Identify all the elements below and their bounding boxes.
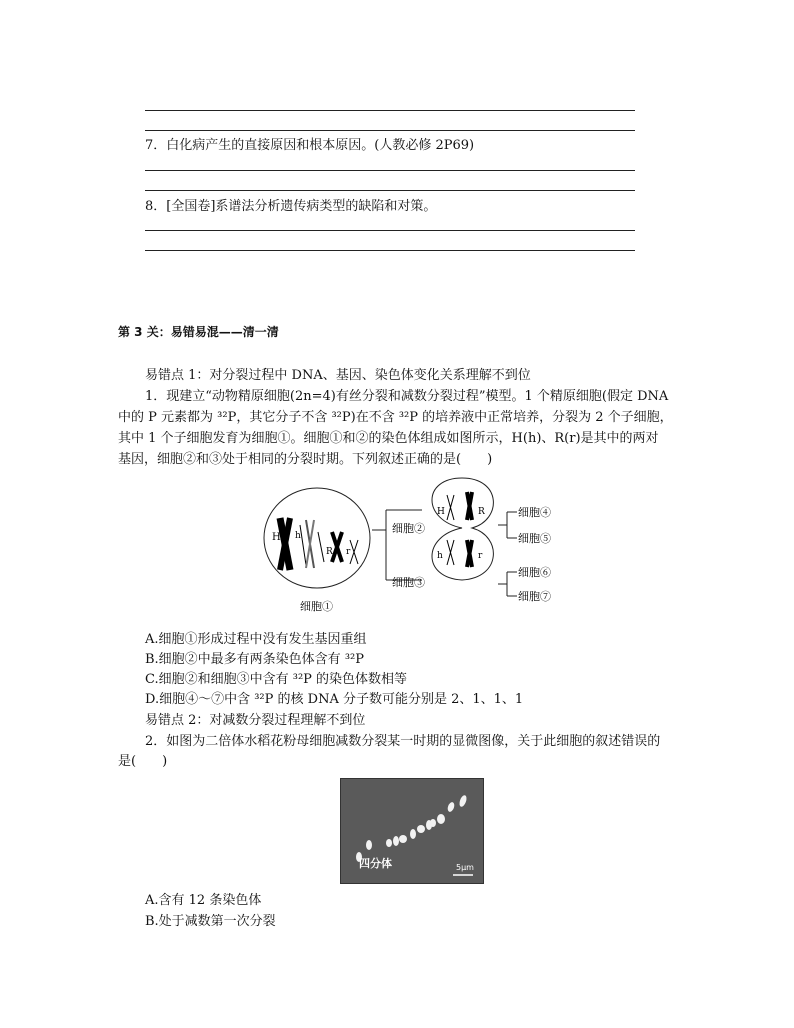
- cell6-label: 细胞⑥: [518, 566, 551, 579]
- label-H: H: [272, 532, 281, 543]
- cell2-label-r: r: [478, 551, 483, 561]
- error-point-2-heading: 易错点 2：对减数分裂过程理解不到位: [145, 713, 366, 728]
- q1-stem-line3: 其中 1 个子细胞发育为细胞①。细胞①和②的染色体组成如图所示，H(h)、R(r)是其中的两对: [118, 431, 659, 446]
- cell4-label: 细胞④: [518, 506, 551, 519]
- cell2-label-H: H: [437, 507, 445, 517]
- q1-option-b: B.细胞②中最多有两条染色体含有 ³²P: [145, 652, 364, 667]
- cell7-label: 细胞⑦: [518, 590, 551, 603]
- q2-option-b: B.处于减数第一次分裂: [145, 914, 276, 929]
- cell-division-diagram: [262, 470, 562, 620]
- q1-option-c: C.细胞②和细胞③中含有 ³²P 的染色体数相等: [145, 672, 408, 687]
- cell2-label-h: h: [437, 551, 443, 561]
- q2-option-a: A.含有 12 条染色体: [145, 893, 262, 908]
- cell2-chromosomes: [447, 492, 472, 567]
- answer-line: [145, 190, 635, 191]
- label-R: R: [326, 547, 333, 557]
- q1-option-d: D.细胞④～⑦中含 ³²P 的核 DNA 分子数可能分别是 2、1、1、1: [145, 692, 524, 707]
- tetrad-label: 四分体: [359, 857, 392, 870]
- label-h: h: [295, 531, 301, 541]
- question-8: 8．[全国卷]系谱法分析遗传病类型的缺陷和对策。: [145, 199, 437, 214]
- cell2-outline: [432, 478, 493, 580]
- question-7: 7．白化病产生的直接原因和根本原因。(人教必修 2P69): [145, 138, 475, 153]
- cell2-label-R: R: [478, 507, 485, 517]
- q2-stem-line2: 是( ): [118, 754, 168, 769]
- cell1-chromosomes: [280, 518, 358, 570]
- q2-stem-line1: 2．如图为二倍体水稻花粉母细胞减数分裂某一时期的显微图像，关于此细胞的叙述错误的: [145, 734, 661, 749]
- cell3-label: 细胞③: [392, 576, 425, 589]
- error-point-1-heading: 易错点 1：对分裂过程中 DNA、基因、染色体变化关系理解不到位: [145, 368, 531, 383]
- section-title: 第 3 关：易错易混——清一清: [118, 325, 279, 339]
- q1-stem-line1: 1．现建立“动物精原细胞(2n=4)有丝分裂和减数分裂过程”模型。1 个精原细胞(假定 DNA: [145, 389, 669, 404]
- answer-line: [145, 230, 635, 231]
- scale-bar-label: 5μm: [456, 863, 474, 872]
- q1-stem-line2: 中的 P 元素都为 ³²P，其它分子不含 ³²P)在不含 ³²P 的培养液中正常培养，分裂为 2 个子细胞，: [118, 410, 673, 425]
- q1-option-a: A.细胞①形成过程中没有发生基因重组: [145, 632, 367, 647]
- answer-line: [145, 250, 635, 251]
- micrograph-image: [340, 778, 484, 884]
- label-r: r: [346, 547, 351, 557]
- cell5-label: 细胞⑤: [518, 532, 551, 545]
- answer-line: [145, 110, 635, 111]
- answer-line: [145, 130, 635, 131]
- cell1-label: 细胞①: [300, 600, 333, 613]
- answer-line: [145, 170, 635, 171]
- cell2-label: 细胞②: [392, 522, 425, 535]
- q1-stem-line4: 基因，细胞②和③处于相同的分裂时期。下列叙述正确的是( ): [118, 452, 493, 467]
